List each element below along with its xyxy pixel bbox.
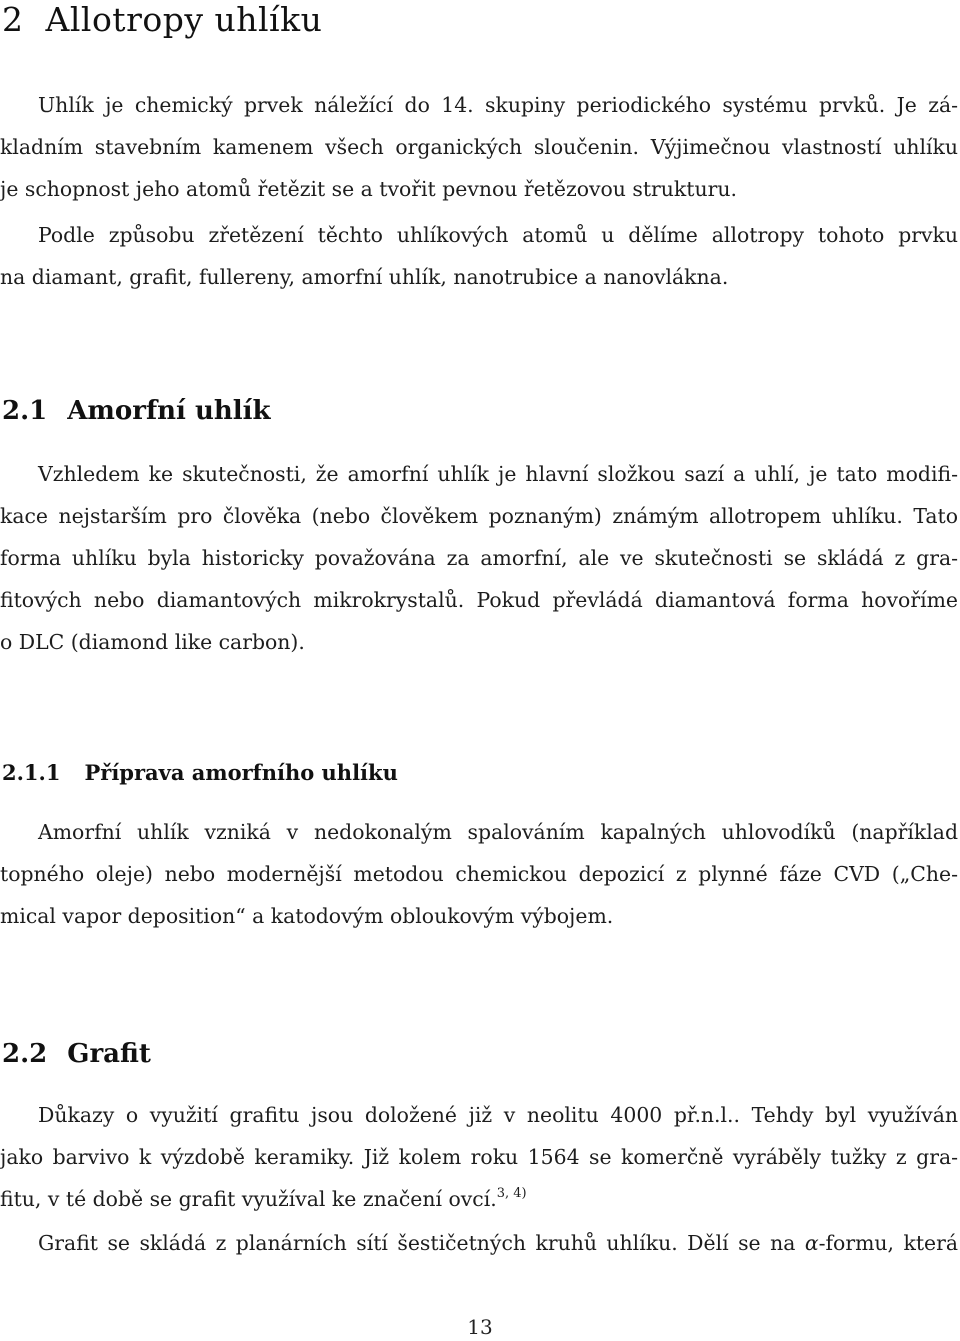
page-number: 13 (467, 1315, 493, 1339)
graphite-paragraph-2 (0, 1222, 958, 1264)
subsection-title: Příprava amorfního uhlíku (84, 760, 398, 785)
text-line: Podle způsobu zřetězení těchto uhlíkových atomů u dělíme allotropy tohoto prvku (38, 223, 958, 247)
reference-superscript: 3, 4) (496, 1186, 527, 1201)
section-number: 2.1 (2, 396, 48, 426)
text-line: je schopnost jeho atomů řetězit se a tvořit pevnou řetězovou strukturu. (0, 177, 737, 201)
text-line: jako barvivo k výzdobě keramiky. Již kolem roku 1564 se komerčně vyráběly tužky z gra- (0, 1145, 958, 1169)
text-line: Amorfní uhlík vzniká v nedokonalým spalováním kapalných uhlovodíků (například (38, 820, 958, 844)
text-line: Vzhledem ke skutečnosti, že amorfní uhlík je hlavní složkou sazí a uhlí, je tato modifi- (38, 462, 958, 486)
subsection-number: 2.1.1 (2, 760, 61, 785)
section-title: Amorfní uhlík (67, 396, 271, 426)
text-fragment: Grafit se skládá z planárních sítí šestičetných kruhů uhlíku. Dělí se na (38, 1231, 805, 1255)
text-line: o DLC (diamond like carbon). (0, 630, 305, 654)
section-number: 2.2 (2, 1039, 48, 1069)
subsection-heading-2-1-1 (2, 760, 398, 785)
alpha-symbol: α (804, 1231, 819, 1255)
text-line: kladním stavebním kamenem všech organických sloučenin. Výjimečnou vlastností uhlíku (0, 135, 958, 159)
text-line: fitových nebo diamantových mikrokrystalů. Pokud převládá diamantová forma hovoříme (0, 588, 958, 612)
text-line: Uhlík je chemický prvek náležící do 14. skupiny periodického systému prvků. Je zá- (38, 93, 958, 117)
section-title: Grafit (67, 1039, 151, 1069)
text-line: forma uhlíku byla historicky považována za amorfní, ale ve skutečnosti se skládá z gra- (0, 546, 958, 570)
text-line (0, 1222, 958, 1264)
preparation-paragraph (0, 811, 958, 937)
section-heading-2-2 (2, 1039, 151, 1069)
intro-paragraph-1 (0, 84, 958, 210)
chapter-number: 2 (2, 0, 24, 39)
text-fragment: -formu, která (818, 1231, 958, 1255)
intro-paragraph-2 (0, 214, 958, 298)
amorphous-carbon-paragraph (0, 453, 958, 663)
text-fragment: fitu, v té době se grafit využíval ke značení ovcí. (0, 1187, 497, 1211)
text-line: kace nejstarším pro člověka (nebo člověkem poznaným) známým allotropem uhlíku. Tato (0, 504, 958, 528)
text-line: topného oleje) nebo modernější metodou chemickou depozicí z plynné fáze CVD („Che- (0, 862, 958, 886)
text-line: mical vapor deposition“ a katodovým obloukovým výbojem. (0, 904, 614, 928)
graphite-paragraph-1 (0, 1094, 958, 1220)
text-line: na diamant, grafit, fullereny, amorfní uhlík, nanotrubice a nanovlákna. (0, 265, 729, 289)
section-heading-2-1 (2, 396, 271, 426)
chapter-heading (2, 0, 322, 39)
text-line: Důkazy o využití grafitu jsou doložené již v neolitu 4000 př.n.l.. Tehdy byl využíván (38, 1103, 958, 1127)
text-line (0, 1178, 958, 1220)
chapter-title: Allotropy uhlíku (45, 0, 323, 39)
